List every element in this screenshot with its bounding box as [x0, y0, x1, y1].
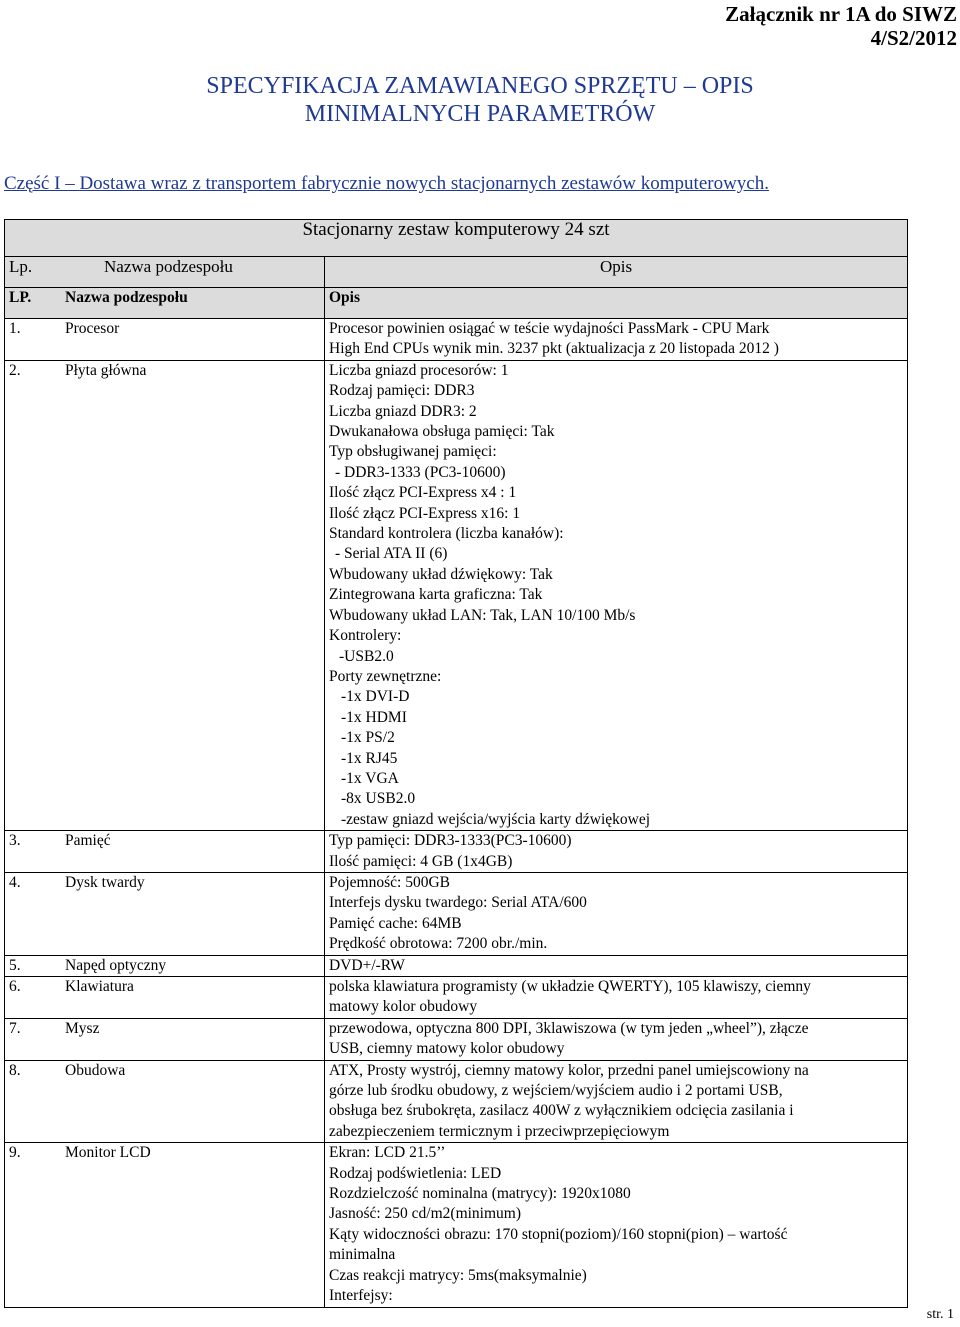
- component-cell: [5, 977, 325, 1019]
- description-line: ATX, Prosty wystrój, ciemny matowy kolor, przedni panel umiejscowiony na: [329, 1061, 809, 1079]
- description-line: -1x RJ45: [341, 749, 398, 767]
- table-row: [5, 360, 908, 830]
- component-name: Płyta główna: [65, 361, 147, 379]
- description-line: -1x VGA: [341, 769, 399, 787]
- description-line: High End CPUs wynik min. 3237 pkt (aktualizacja z 20 listopada 2012 ): [329, 340, 779, 358]
- header-name: Nazwa podzespołu: [104, 257, 233, 276]
- header-lp: Lp.: [9, 257, 33, 276]
- spec-header-name-cell: [5, 257, 325, 288]
- description-line: Typ obsługiwanej pamięci:: [329, 443, 497, 461]
- document-title-text: SPECYFIKACJA ZAMAWIANEGO SPRZĘTU – OPIS MINIMALNYCH PARAMETRÓW: [206, 73, 754, 127]
- table-row: [5, 977, 908, 1019]
- description-line: Rodzaj pamięci: DDR3: [329, 382, 475, 400]
- description-line: Rodzaj podświetlenia: LED: [329, 1164, 502, 1182]
- row-number: 9.: [9, 1144, 21, 1162]
- header-desc: Opis: [325, 257, 908, 288]
- description-line: Standard kontrolera (liczba kanałów):: [329, 525, 564, 543]
- row-number: 6.: [9, 978, 21, 995]
- description-line: Interfejsy:: [329, 1287, 393, 1305]
- document-title: [0, 72, 960, 128]
- description-line: -1x DVI-D: [341, 688, 410, 706]
- description-cell: [325, 1060, 908, 1143]
- table-row: [5, 872, 908, 955]
- description-line: Kontrolery:: [329, 627, 402, 645]
- component-cell: [5, 1060, 325, 1143]
- table-row: [5, 319, 908, 361]
- table-row: [5, 1018, 908, 1060]
- description-line: polska klawiatura programisty (w układzie QWERTY), 105 klawiszy, ciemny: [329, 978, 811, 995]
- description-line: Interfejs dysku twardego: Serial ATA/600: [329, 894, 587, 912]
- spec-section-header: [5, 220, 908, 257]
- description-line: Wbudowany układ LAN: Tak, LAN 10/100 Mb/s: [329, 606, 636, 624]
- description-line: -zestaw gniazd wejścia/wyjścia karty dźwiękowej: [341, 810, 651, 828]
- row-number: 7.: [9, 1019, 21, 1037]
- description-line: Dwukanałowa obsługa pamięci: Tak: [329, 423, 555, 441]
- description-line: przewodowa, optyczna 800 DPI, 3klawiszowa (w tym jeden „wheel”), złącze: [329, 1019, 809, 1037]
- description-line: Wbudowany układ dźwiękowy: Tak: [329, 565, 553, 583]
- description-line: Zintegrowana karta graficzna: Tak: [329, 586, 543, 604]
- header2-name: Nazwa podzespołu: [65, 289, 188, 306]
- component-cell: [5, 872, 325, 955]
- description-line: -8x USB2.0: [341, 790, 416, 808]
- component-name: Klawiatura: [65, 978, 134, 995]
- description-line: matowy kolor obudowy: [329, 998, 478, 1016]
- description-line: Ilość złącz PCI-Express x4 : 1: [329, 484, 517, 502]
- component-cell: [5, 319, 325, 361]
- component-name: Obudowa: [65, 1061, 126, 1079]
- document-subtitle: Część I – Dostawa wraz z transportem fabrycznie nowych stacjonarnych zestawów komputerowych.: [4, 173, 769, 194]
- description-line: - Serial ATA II (6): [335, 545, 448, 563]
- row-number: 1.: [9, 320, 21, 337]
- component-cell: [5, 831, 325, 873]
- component-name: Mysz: [65, 1019, 100, 1037]
- description-line: -USB2.0: [339, 647, 394, 665]
- row-number: 5.: [9, 956, 21, 974]
- component-name: Napęd optyczny: [65, 956, 167, 974]
- attachment-label: [725, 2, 957, 50]
- description-line: Ekran: LCD 21.5’’: [329, 1144, 446, 1162]
- row-number: 2.: [9, 361, 21, 379]
- table-row: [5, 1060, 908, 1143]
- description-line: -1x PS/2: [341, 729, 395, 747]
- description-line: górze lub środku obudowy, z wejściem/wyjściem audio i 2 portami USB,: [329, 1082, 783, 1100]
- description-cell: [325, 977, 908, 1019]
- component-name: Dysk twardy: [65, 873, 145, 891]
- description-cell: [325, 831, 908, 873]
- description-line: Liczba gniazd DDR3: 2: [329, 402, 477, 420]
- description-line: Kąty widoczności obrazu: 170 stopni(poziom)/160 stopni(pion) – wartość: [329, 1225, 788, 1243]
- description-line: Ilość pamięci: 4 GB (1x4GB): [329, 852, 513, 870]
- description-line: Procesor powinien osiągać w teście wydajności PassMark - CPU Mark: [329, 320, 770, 337]
- spec-table: [4, 219, 908, 1308]
- description-line: minimalna: [329, 1246, 396, 1264]
- description-line: Typ pamięci: DDR3-1333(PC3-10600): [329, 832, 572, 850]
- description-line: USB, ciemny matowy kolor obudowy: [329, 1040, 565, 1058]
- description-cell: [325, 360, 908, 830]
- description-line: Czas reakcji matrycy: 5ms(maksymalnie): [329, 1266, 587, 1284]
- component-name: Pamięć: [65, 832, 111, 850]
- header2-desc: Opis: [325, 288, 908, 319]
- component-name: Monitor LCD: [65, 1144, 151, 1162]
- description-line: Porty zewnętrzne:: [329, 667, 442, 685]
- row-number: 4.: [9, 873, 21, 891]
- description-line: Ilość złącz PCI-Express x16: 1: [329, 504, 521, 522]
- description-line: Jasność: 250 cd/m2(minimum): [329, 1205, 522, 1223]
- page-number: str. 1: [926, 1307, 954, 1322]
- description-cell: [325, 872, 908, 955]
- description-line: - DDR3-1333 (PC3-10600): [335, 463, 506, 481]
- description-cell: [325, 1143, 908, 1307]
- description-line: Liczba gniazd procesorów: 1: [329, 361, 509, 379]
- component-cell: [5, 360, 325, 830]
- table-row: [5, 1143, 908, 1307]
- attachment-line-2: 4/S2/2012: [870, 26, 957, 50]
- header2-lp: LP.: [9, 289, 32, 306]
- description-cell: [325, 1018, 908, 1060]
- description-line: zabezpieczeniem termicznym i przeciwprzepięciowym: [329, 1122, 670, 1140]
- description-line: Pojemność: 500GB: [329, 873, 450, 891]
- description-line: obsługa bez śrubokręta, zasilacz 400W z wyłącznikiem odcięcia zasilania i: [329, 1102, 794, 1120]
- component-cell: [5, 1143, 325, 1307]
- attachment-line-1: Załącznik nr 1A do SIWZ: [725, 2, 957, 26]
- spec-header2-name-cell: [5, 288, 325, 319]
- spec-header-row: [5, 257, 908, 288]
- component-cell: [5, 1018, 325, 1060]
- table-row: [5, 831, 908, 873]
- spec-section-title: Stacjonarny zestaw komputerowy 24 szt: [5, 220, 908, 257]
- table-row: [5, 955, 908, 976]
- row-number: 8.: [9, 1061, 21, 1079]
- description-line: Rozdzielczość nominalna (matrycy): 1920x1080: [329, 1185, 631, 1203]
- description-line: Prędkość obrotowa: 7200 obr./min.: [329, 935, 548, 953]
- row-number: 3.: [9, 832, 21, 850]
- description-line: DVD+/-RW: [329, 956, 405, 974]
- component-cell: [5, 955, 325, 976]
- description-line: -1x HDMI: [341, 708, 407, 726]
- spec-header-row-2: [5, 288, 908, 319]
- component-name: Procesor: [65, 320, 120, 337]
- description-cell: [325, 955, 908, 976]
- description-line: Pamięć cache: 64MB: [329, 914, 462, 932]
- description-cell: [325, 319, 908, 361]
